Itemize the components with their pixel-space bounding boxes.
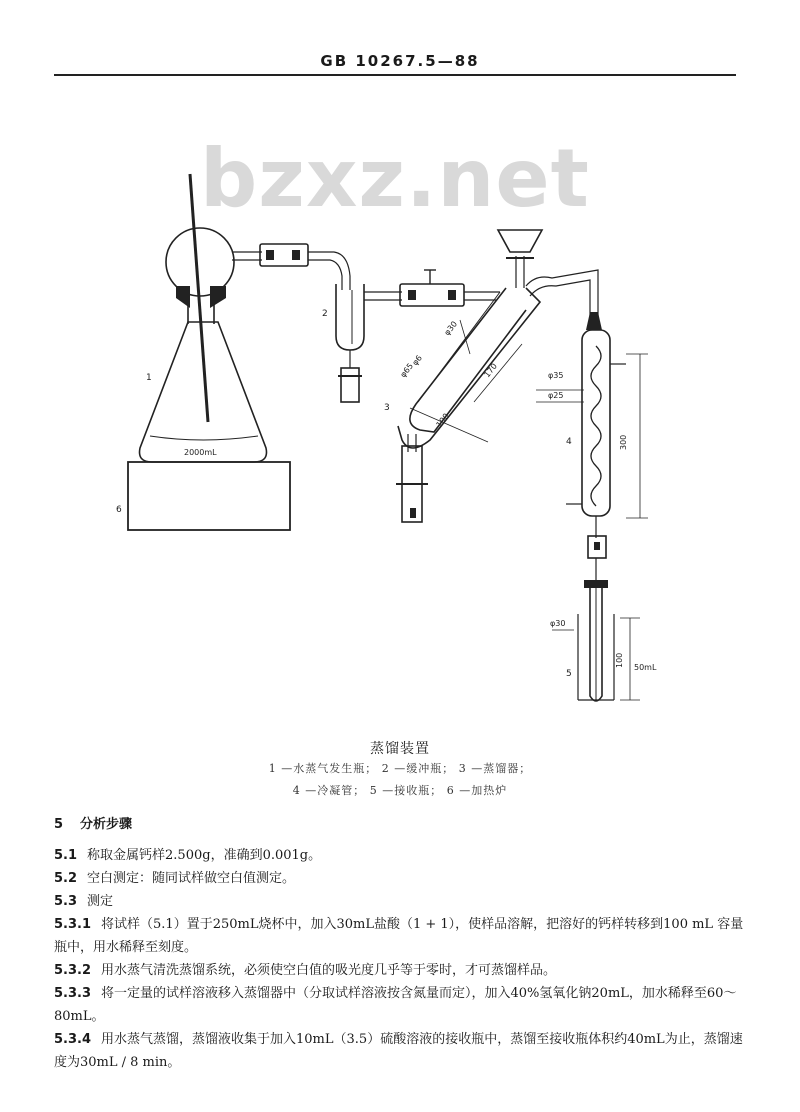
paragraph-5-3-3 bbox=[54, 982, 744, 1028]
callout-4: 4 bbox=[566, 437, 572, 447]
dim-d25: φ25 bbox=[548, 391, 564, 400]
flask-volume-label: 2000mL bbox=[184, 448, 217, 457]
dim-170: 170 bbox=[482, 361, 499, 380]
paragraph-5-3 bbox=[54, 890, 744, 913]
callout-6: 6 bbox=[116, 505, 122, 515]
dim-d30-receiver: φ30 bbox=[550, 619, 566, 628]
callout-1: 1 bbox=[146, 373, 152, 383]
dim-d65: φ65 bbox=[398, 361, 416, 380]
safety-tube bbox=[190, 174, 208, 422]
dim-d35: φ35 bbox=[548, 371, 564, 380]
paragraph-number: 5.3.3 bbox=[54, 986, 92, 1001]
callout-5: 5 bbox=[566, 669, 572, 679]
paragraph-number: 5.3.4 bbox=[54, 1032, 92, 1047]
dim-300: 300 bbox=[619, 434, 628, 450]
callout-3: 3 bbox=[384, 403, 390, 413]
paragraph-5-3-2 bbox=[54, 959, 744, 982]
section-heading bbox=[54, 813, 132, 832]
section-number: 5 bbox=[54, 817, 64, 832]
paragraph-text: 用水蒸气清洗蒸馏系统，必须使空白值的吸光度几乎等于零时，才可蒸馏样品。 bbox=[101, 963, 557, 978]
figure-caption: 蒸馏装置 bbox=[370, 741, 430, 757]
paragraph-5-3-1 bbox=[54, 913, 744, 959]
receiver-volume-label: 50mL bbox=[634, 663, 657, 672]
standard-code-header: GB 10267.5—88 bbox=[320, 52, 480, 70]
paragraph-5-3-4 bbox=[54, 1028, 744, 1074]
figure-legend-line-2: 4 —冷凝管； 5 —接收瓶； 6 —加热炉 bbox=[292, 784, 508, 797]
dim-d6: φ6 bbox=[410, 353, 424, 368]
distiller bbox=[396, 230, 542, 522]
header-rule bbox=[54, 74, 736, 76]
figure-legend-line-1: 1 —水蒸气发生瓶； 2 —缓冲瓶； 3 —蒸馏器； bbox=[268, 762, 532, 775]
paragraph-text: 用水蒸气蒸馏，蒸馏液收集于加入10mL（3.5）硫酸溶液的接收瓶中，蒸馏至接收瓶体积约40mL为止，蒸馏速度为30mL / 8 min。 bbox=[54, 1032, 743, 1070]
callout-2: 2 bbox=[322, 309, 328, 319]
paragraph-text: 将试样（5.1）置于250mL烧杯中，加入30mL盐酸（1 + 1），使样品溶解，把溶好的钙样转移到100 mL 容量瓶中，用水稀释至刻度。 bbox=[54, 917, 744, 955]
distillation-apparatus-diagram bbox=[0, 140, 800, 740]
paragraph-text: 将一定量的试样溶液移入蒸馏器中（分取试样溶液按含氮量而定），加入40%氢氧化钠20mL，加水稀释至60～80mL。 bbox=[54, 986, 737, 1024]
condenser bbox=[566, 330, 626, 538]
buffer-bottle bbox=[336, 284, 402, 402]
paragraph-number: 5.1 bbox=[54, 848, 78, 863]
paragraph-number: 5.2 bbox=[54, 871, 78, 886]
paragraph-number: 5.3.2 bbox=[54, 963, 92, 978]
heater bbox=[128, 462, 290, 530]
receiver-bottle bbox=[578, 580, 614, 701]
dim-100: 100 bbox=[434, 411, 451, 430]
dim-100-receiver: 100 bbox=[615, 652, 624, 668]
paragraph-number: 5.3 bbox=[54, 894, 78, 909]
section-title: 分析步骤 bbox=[80, 817, 133, 832]
dim-d30-funnel: φ30 bbox=[442, 319, 460, 338]
watermark: bzxz.net bbox=[200, 132, 590, 225]
paragraph-text: 测定 bbox=[87, 894, 114, 909]
paragraph-text: 称取金属钙样2.500g，准确到0.001g。 bbox=[87, 848, 322, 863]
paragraph-text: 空白测定：随同试样做空白值测定。 bbox=[87, 871, 296, 886]
paragraph-5-2 bbox=[54, 867, 744, 890]
paragraph-5-1 bbox=[54, 844, 744, 867]
paragraph-number: 5.3.1 bbox=[54, 917, 92, 932]
